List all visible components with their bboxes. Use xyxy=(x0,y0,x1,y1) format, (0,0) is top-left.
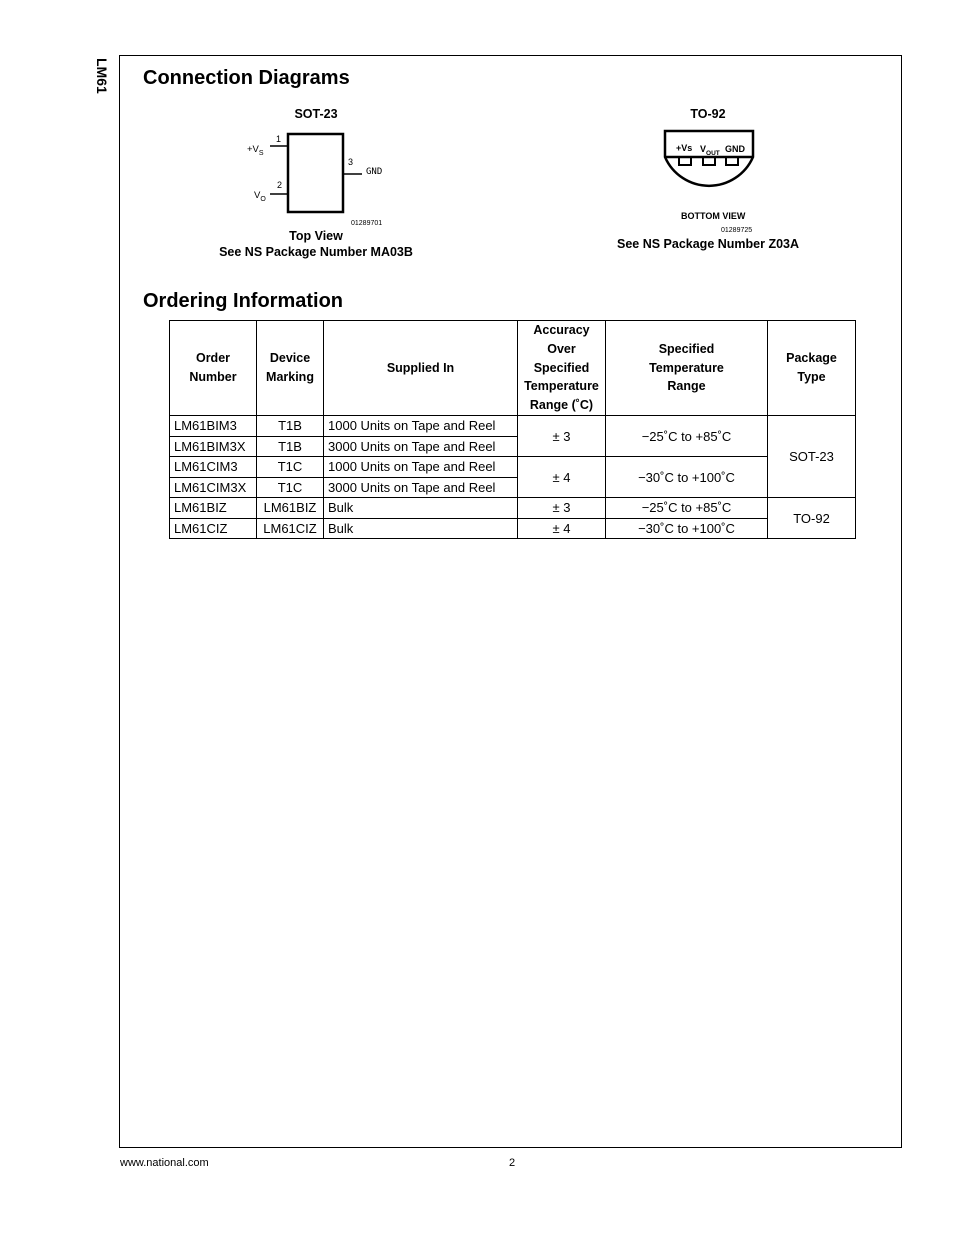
sot23-pin2-number: 2 xyxy=(277,180,283,190)
sot23-package-caption: See NS Package Number MA03B xyxy=(219,245,413,259)
side-product-label: LM61 xyxy=(94,58,110,94)
to92-pin1-label: +Vs xyxy=(676,143,693,153)
sot23-title: SOT-23 xyxy=(294,107,338,121)
supplied-in-cell: 3000 Units on Tape and Reel xyxy=(324,436,518,457)
accuracy-cell: ± 3 xyxy=(518,416,606,457)
sot23-figure-id: 01289701 xyxy=(351,220,383,227)
header-order-number: Order Number xyxy=(170,321,257,416)
to92-diagram xyxy=(655,125,765,225)
ordering-table xyxy=(169,320,856,539)
order-number-cell: LM61BIM3X xyxy=(170,436,257,457)
package-type-cell: TO-92 xyxy=(768,498,856,539)
sot23-pin3-number: 3 xyxy=(348,157,354,167)
supplied-in-cell: 1000 Units on Tape and Reel xyxy=(324,457,518,478)
to92-figure-id: 01289725 xyxy=(721,227,753,234)
table-row xyxy=(170,457,856,478)
table-header-row xyxy=(170,321,856,416)
package-type-cell: SOT-23 xyxy=(768,416,856,498)
to92-package-caption: See NS Package Number Z03A xyxy=(616,237,800,251)
table-row xyxy=(170,498,856,519)
to92-pin2-label: $V_{OUT}$ xyxy=(700,144,720,157)
temperature-range-cell: −30˚C to +100˚C xyxy=(606,518,768,539)
to92-title: TO-92 xyxy=(690,107,726,121)
supplied-in-cell: 3000 Units on Tape and Reel xyxy=(324,477,518,498)
temperature-range-cell: −25˚C to +85˚C xyxy=(606,498,768,519)
supplied-in-cell: Bulk xyxy=(324,498,518,519)
sot23-pin1-label: $+V_S$ xyxy=(247,144,264,157)
supplied-in-cell: 1000 Units on Tape and Reel xyxy=(324,416,518,437)
device-marking-cell: T1B xyxy=(257,436,324,457)
to92-view-caption: BOTTOM VIEW xyxy=(681,211,746,221)
sot23-pin2-label: $V_O$ xyxy=(254,190,266,203)
header-package-type: Package Type xyxy=(768,321,856,416)
order-number-cell: LM61CIM3X xyxy=(170,477,257,498)
order-number-cell: LM61BIM3 xyxy=(170,416,257,437)
order-number-cell: LM61BIZ xyxy=(170,498,257,519)
header-temperature-range: Specified Temperature Range xyxy=(606,321,768,416)
device-marking-cell: T1C xyxy=(257,477,324,498)
order-number-cell: LM61CIM3 xyxy=(170,457,257,478)
header-supplied-in: Supplied In xyxy=(324,321,518,416)
order-number-cell: LM61CIZ xyxy=(170,518,257,539)
accuracy-cell: ± 4 xyxy=(518,457,606,498)
device-marking-cell: LM61CIZ xyxy=(257,518,324,539)
accuracy-cell: ± 3 xyxy=(518,498,606,519)
device-marking-cell: T1C xyxy=(257,457,324,478)
sot23-diagram xyxy=(240,128,400,228)
device-marking-cell: T1B xyxy=(257,416,324,437)
temperature-range-cell: −25˚C to +85˚C xyxy=(606,416,768,457)
sot23-view-caption: Top View xyxy=(289,229,343,243)
footer-page-number: 2 xyxy=(509,1157,516,1169)
ordering-information-title: Ordering Information xyxy=(143,290,343,312)
accuracy-cell: ± 4 xyxy=(518,518,606,539)
connection-diagrams-title: Connection Diagrams xyxy=(143,67,350,89)
page-frame xyxy=(119,55,902,1148)
footer-website-link[interactable]: www.national.com xyxy=(120,1157,209,1169)
to92-pin3-label: GND xyxy=(725,144,745,154)
table-row xyxy=(170,416,856,437)
supplied-in-cell: Bulk xyxy=(324,518,518,539)
sot23-pin1-number: 1 xyxy=(276,134,282,144)
header-device-marking: Device Marking xyxy=(257,321,324,416)
temperature-range-cell: −30˚C to +100˚C xyxy=(606,457,768,498)
table-row xyxy=(170,518,856,539)
sot23-pin3-label: GND xyxy=(366,167,383,177)
device-marking-cell: LM61BIZ xyxy=(257,498,324,519)
header-accuracy: Accuracy Over Specified Temperature Range (˚C) xyxy=(518,321,606,416)
